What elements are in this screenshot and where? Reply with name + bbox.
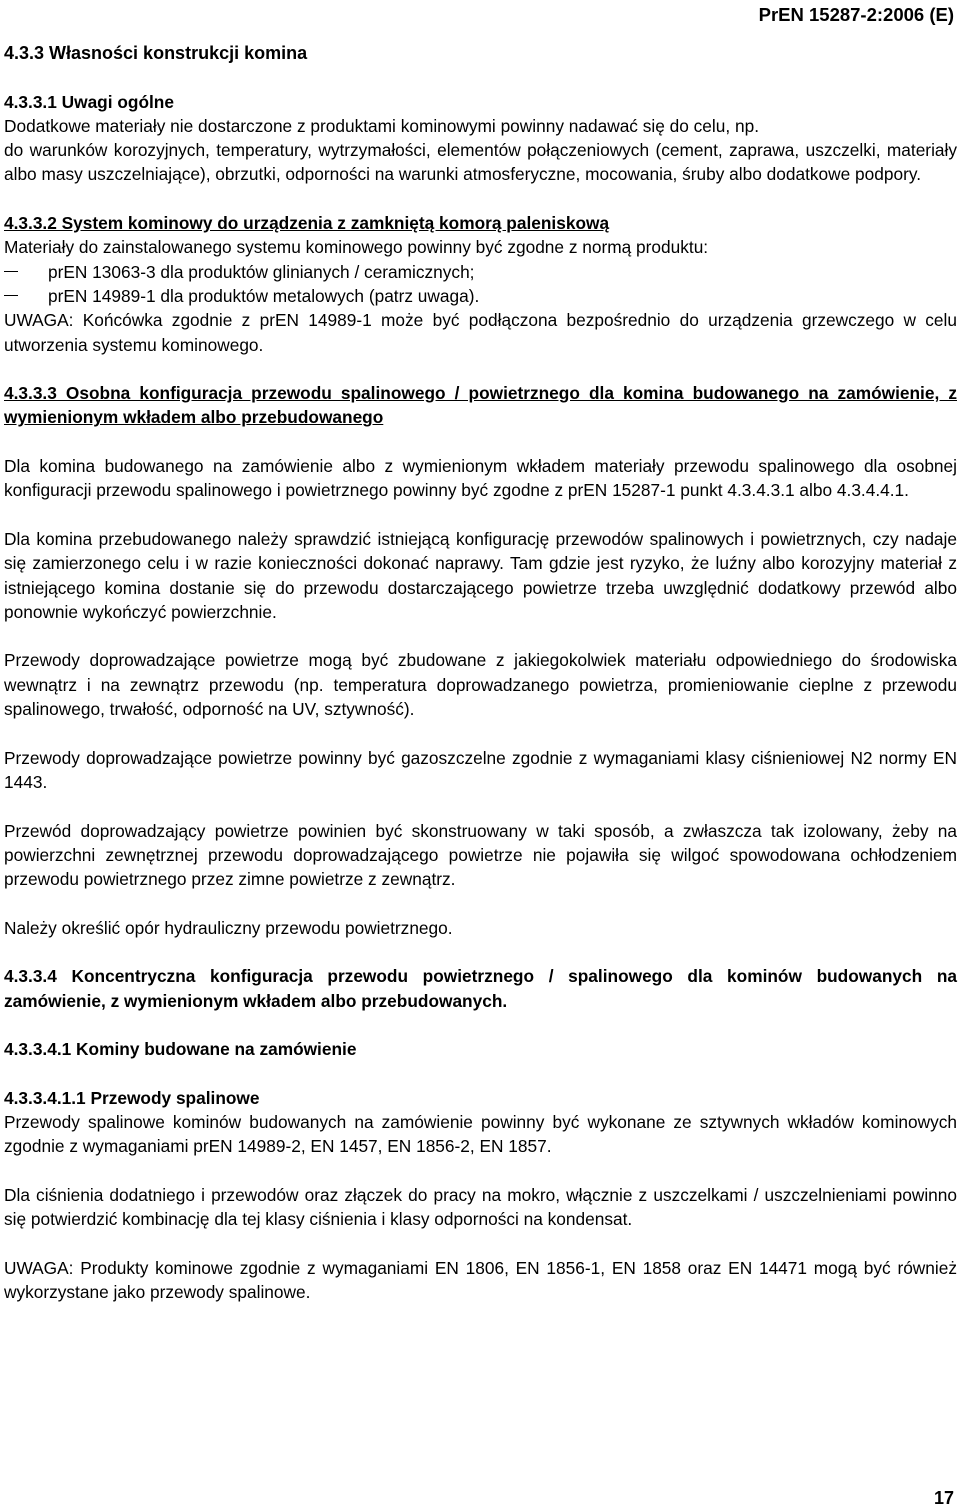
spacer [4,187,957,211]
section-4-3-3-2-heading: 4.3.3.2 System kominowy do urządzenia z zamkniętą komorą paleniskową [4,213,610,234]
dash-bullet-icon [4,271,18,272]
spacer [4,794,957,818]
page-number: 17 [933,1488,954,1508]
spacer [4,503,957,527]
spacer [4,891,957,915]
list-item [4,284,957,308]
section-4-3-3-3-paragraph-4: Przewody doprowadzające powietrze powinny być gazoszczelne zgodnie z wymaganiami klasy ciśnieniowej N2 normy EN 1443. [4,747,957,792]
section-4-3-3-3-paragraph-6: Należy określić opór hydrauliczny przewodu powietrznego. [4,917,453,938]
section-4-3-3-4-heading: 4.3.3.4 Koncentryczna konfiguracja przewodu powietrznego / spalinowego dla kominów budowanych na zamówienie, z wymienionym wkładem albo przebudowanych. [4,966,957,1011]
section-4-3-3-4-1-1-heading: 4.3.3.4.1.1 Przewody spalinowe [4,1087,260,1108]
section-4-3-3-2-intro: Materiały do zainstalowanego systemu kominowego powinny być zgodne z normą produktu: [4,237,709,258]
dash-bullet-icon [4,295,18,296]
list-item-text: prEN 14989-1 dla produktów metalowych (patrz uwaga). [48,285,480,306]
spacer [4,624,957,648]
section-4-3-3-3-paragraph-2: Dla komina przebudowanego należy sprawdzić istniejącą konfigurację przewodów spalinowych i powietrznych, czy nadaje się zamierzonego celu i w razie konieczności dokonać naprawy. Tam gdzie jest ryzyko, że luźny albo korozyjny materiał z istniejącego komina dostanie się do przewodu dostarczającego powietrze trzeba uwzględnić dodatkowy przewód albo ponownie wykończyć powierzchnie. [4,528,957,622]
section-4-3-3-2-note: UWAGA: Końcówka zgodnie z prEN 14989-1 może być podłączona bezpośrednio do urządzenia grzewczego w celu utworzenia systemu kominowego. [4,310,957,355]
section-4-3-3-3-paragraph-5: Przewód doprowadzający powietrze powinien być skonstruowany w taki sposób, a zwłaszcza tak izolowany, żeby na powierzchni zewnętrznej przewodu doprowadzającego powietrze nie pojawiła się wilgoć spowodowana ochłodzeniem przewodu powietrznego przez zimne powietrze z zewnątrz. [4,820,957,890]
section-4-3-3-heading: 4.3.3 Własności konstrukcji komina [4,43,308,63]
section-4-3-3-4-1-1-paragraph-2: Dla ciśnienia dodatniego i przewodów oraz złączek do pracy na mokro, włącznie z uszczelkami / uszczelnieniami powinno się potwierdzić kombinację dla tej klasy ciśnienia i klasy odporności na kondensat. [4,1184,957,1230]
section-4-3-3-3-paragraph-1: Dla komina budowanego na zamówienie albo z wymienionym wkładem materiały przewodu spalinowego dla osobnej konfiguracji przewodu spalinowego i powietrznego powinny być zgodne z prEN 15287-1 punkt 4.3.4.3.1 albo 4.3.4.4.1. [4,456,957,501]
document-body [4,41,957,1304]
section-4-3-3-3-paragraph-3: Przewody doprowadzające powietrze mogą być zbudowane z jakiegokolwiek materiału odpowiedniego do środowiska wewnątrz i na zewnątrz przewodu (np. temperatura doprowadzanego powietrza, promieniowanie cieplne z przewodu spalinowego, trwałość, odporność na UV, sztywność). [4,650,957,720]
section-4-3-3-1-paragraph: do warunków korozyjnych, temperatury, wytrzymałości, elementów połączeniowych (cement, zaprawa, uszczelki, materiały albo masy uszczelniające), obrzutki, odporności na warunki atmosferyczne, mocowania, śruby albo dodatkowe podpory. [4,140,957,185]
spacer [4,65,957,89]
spacer [4,430,957,454]
list-item-text: prEN 13063-3 dla produktów glinianych / ceramicznych; [48,261,475,282]
section-4-3-3-4-1-1-note: UWAGA: Produkty kominowe zgodnie z wymaganiami EN 1806, EN 1856-1, EN 1858 oraz EN 14471 mogą być również wykorzystane jako przewody spalinowe. [4,1257,957,1303]
section-4-3-3-1-line: Dodatkowe materiały nie dostarczone z produktami kominowymi powinny nadawać się do celu, np. [4,115,759,136]
spacer [4,1013,957,1037]
spacer [4,1159,957,1183]
section-4-3-3-4-1-heading: 4.3.3.4.1 Kominy budowane na zamówienie [4,1039,357,1060]
spacer [4,940,957,964]
spacer [4,1232,957,1256]
list-item [4,260,957,284]
section-4-3-3-4-1-1-paragraph-1: Przewody spalinowe kominów budowanych na zamówienie powinny być wykonane ze sztywnych wkładów kominowych zgodnie z wymaganiami prEN 14989-2, EN 1457, EN 1856-2, EN 1857. [4,1112,957,1157]
spacer [4,1061,957,1085]
spacer [4,721,957,745]
document-id: PrEN 15287-2:2006 (E) [758,4,954,25]
section-4-3-3-3-heading: 4.3.3.3 Osobna konfiguracja przewodu spalinowego / powietrznego dla komina budowanego na zamówienie, z wymienionym wkładem albo przebudowanego [4,383,957,428]
section-4-3-3-1-heading: 4.3.3.1 Uwagi ogólne [4,91,174,112]
spacer [4,357,957,381]
